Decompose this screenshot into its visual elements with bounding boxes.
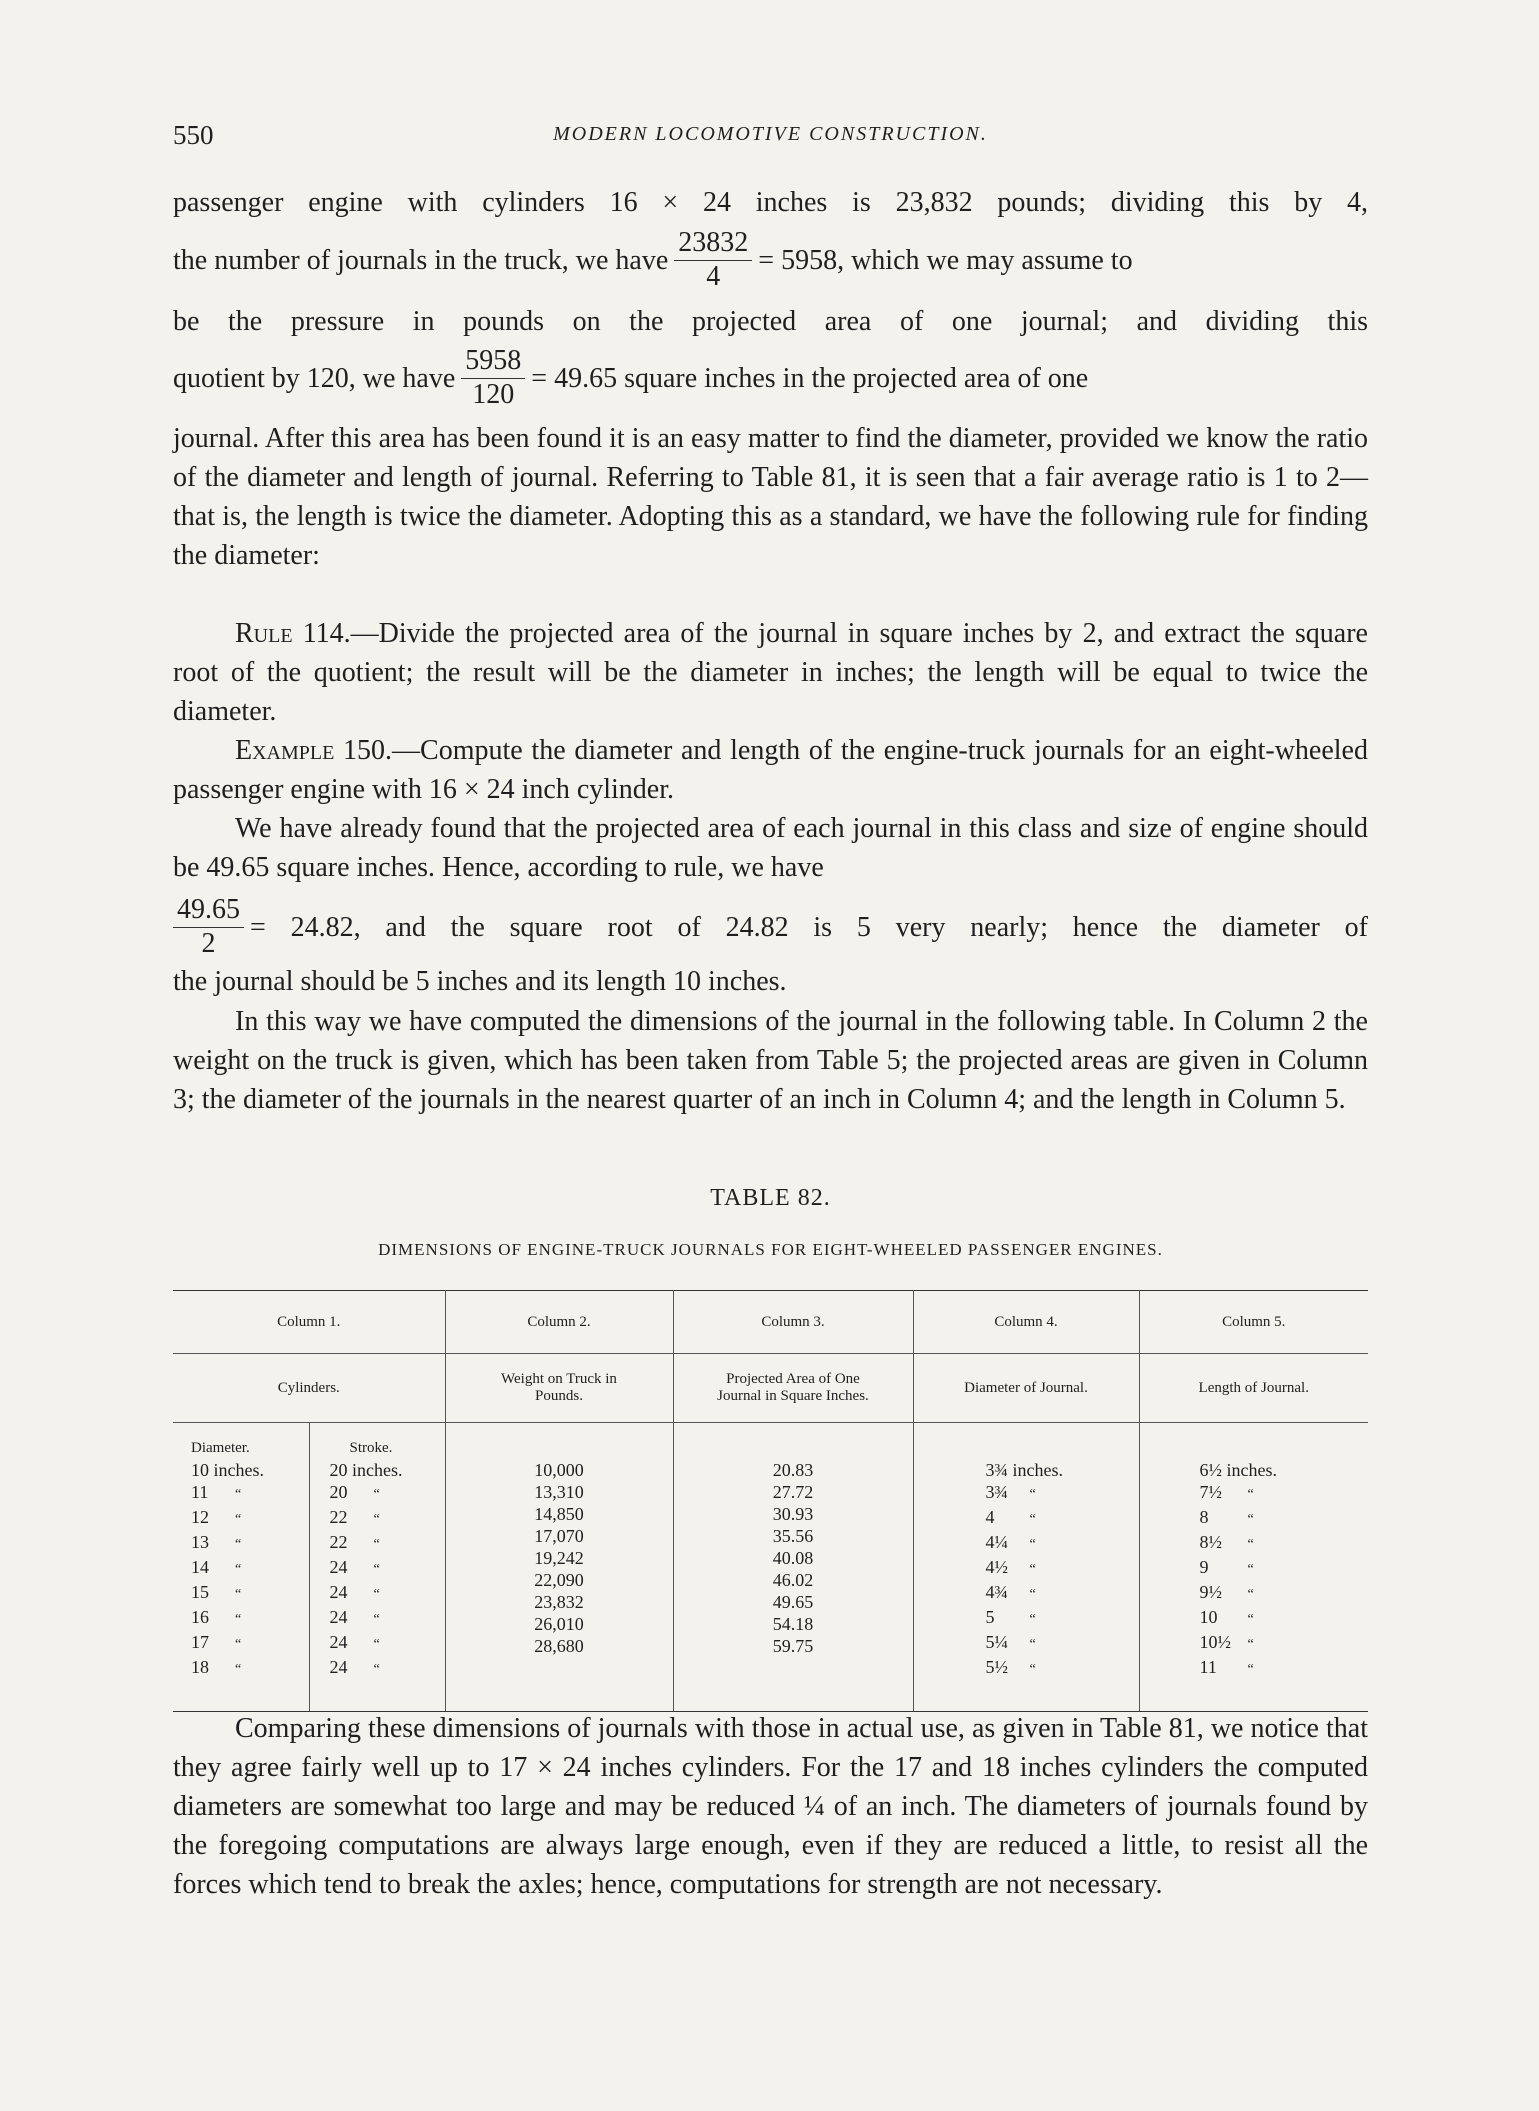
- journal-length-value: 6½ inches.: [1199, 1460, 1277, 1480]
- para1-line2-before: the number of journals in the truck, we have: [173, 244, 669, 276]
- cylinder-diameter-value: 11: [191, 1482, 209, 1502]
- ditto-mark: “: [373, 1637, 380, 1652]
- para1-line2-after: = 5958, which we may assume to: [758, 244, 1133, 276]
- weight-value: 22,090: [534, 1570, 584, 1590]
- weight-values: [447, 1459, 672, 1657]
- cylinder-diameter-values: [191, 1459, 308, 1681]
- rule-label: Rule: [235, 618, 293, 649]
- journal-diameter-cell: [986, 1656, 1138, 1681]
- weight-cell: [447, 1481, 672, 1503]
- ditto-mark: “: [373, 1587, 380, 1602]
- length-header: Length of Journal.: [1139, 1354, 1368, 1423]
- stroke-cell: [330, 1459, 444, 1481]
- ditto-mark: “: [235, 1587, 242, 1602]
- ditto-mark: “: [1247, 1612, 1254, 1627]
- journal-length-cell: [1200, 1506, 1368, 1531]
- ditto-mark: “: [373, 1662, 380, 1677]
- stroke-cell: [330, 1606, 444, 1631]
- para1-line2: [173, 225, 1368, 295]
- sub-header-stroke: Stroke.: [349, 1440, 393, 1456]
- stroke-value: 20 inches.: [329, 1460, 403, 1480]
- column-1-header: Column 1.: [173, 1291, 445, 1354]
- fraction-23832-over-4: [674, 229, 752, 291]
- cylinder-diameter-value: 13: [191, 1532, 209, 1552]
- area-value: 40.08: [772, 1548, 814, 1568]
- ditto-mark: “: [373, 1537, 380, 1552]
- cylinder-diameter-value: 16: [191, 1607, 209, 1627]
- cylinder-diameter-column: [173, 1423, 309, 1712]
- cylinder-diameter-cell: [191, 1556, 308, 1581]
- para5: Comparing these dimensions of journals with those in actual use, as given in Table 81, we notice that they agree fairly well up to 17 × 24 inches cylinders. For the 17 and 18 inches cylinders the computed diameters are somewhat too large and may be reduced ¼ of an inch. The diameters of journals found by the foregoing computations are always large enough, even if they are reduced a little, to resist all the forces which tend to break the axles; hence, computations for strength are not necessary.: [173, 1713, 1368, 1900]
- stroke-value: 24: [329, 1582, 348, 1602]
- page-header: [173, 120, 1368, 160]
- stroke-cell: [330, 1556, 444, 1581]
- journal-length-value: 10½: [1199, 1632, 1231, 1652]
- weight-cell: [447, 1459, 672, 1481]
- area-cell: [675, 1613, 912, 1635]
- area-cell: [675, 1591, 912, 1613]
- fraction-denominator: 120: [461, 378, 525, 409]
- journal-length-value: 7½: [1199, 1482, 1222, 1502]
- weight-cell: [447, 1613, 672, 1635]
- stroke-cell: [330, 1581, 444, 1606]
- journal-length-cell: [1200, 1656, 1368, 1681]
- stroke-value: 20: [329, 1482, 348, 1502]
- cylinder-diameter-cell: [191, 1506, 308, 1531]
- ditto-mark: “: [235, 1512, 242, 1527]
- ditto-mark: “: [1029, 1612, 1036, 1627]
- ditto-mark: “: [235, 1662, 242, 1677]
- journal-length-value: 10: [1199, 1607, 1218, 1627]
- ditto-mark: “: [235, 1612, 242, 1627]
- journal-diameter-value: 4¾: [985, 1582, 1008, 1602]
- journal-length-value: 9½: [1199, 1582, 1222, 1602]
- para1-line1: passenger engine with cylinders 16 × 24 inches is 23,832 pounds; dividing this by 4,: [173, 187, 1368, 218]
- cylinder-diameter-value: 17: [191, 1632, 209, 1652]
- rule-114: [173, 614, 1368, 731]
- ditto-mark: “: [1029, 1562, 1036, 1577]
- weight-column: [445, 1423, 673, 1712]
- diameter-header: Diameter of Journal.: [913, 1354, 1139, 1423]
- ditto-mark: “: [1247, 1587, 1254, 1602]
- column-title-row: [173, 1354, 1368, 1423]
- area-cell: [675, 1525, 912, 1547]
- example-label: Example: [235, 735, 335, 766]
- weight-cell: [447, 1591, 672, 1613]
- weight-cell: [447, 1547, 672, 1569]
- cylinder-diameter-cell: [191, 1531, 308, 1556]
- area-cell: [675, 1481, 912, 1503]
- cylinder-diameter-value: 14: [191, 1557, 209, 1577]
- ditto-mark: “: [1029, 1662, 1036, 1677]
- area-cell: [675, 1503, 912, 1525]
- ditto-mark: “: [373, 1512, 380, 1527]
- area-value: 49.65: [772, 1592, 814, 1612]
- weight-header: Weight on Truck in Pounds.: [445, 1354, 673, 1423]
- weight-cell: [447, 1635, 672, 1657]
- journal-diameter-cell: [986, 1556, 1138, 1581]
- journal-length-cell: [1200, 1631, 1368, 1656]
- journal-diameter-value: 4: [985, 1507, 995, 1527]
- weight-cell: [447, 1569, 672, 1591]
- ditto-mark: “: [373, 1487, 380, 1502]
- fraction-numerator: 5958: [465, 345, 522, 376]
- journal-length-cell: [1200, 1481, 1368, 1506]
- journal-diameter-value: 3¾: [985, 1482, 1008, 1502]
- journal-diameter-values: [986, 1459, 1138, 1681]
- stroke-cell: [330, 1531, 444, 1556]
- stroke-values: [330, 1459, 444, 1681]
- para3-after-fraction: = 24.82, and the square root of 24.82 is 5 very nearly; hence the diameter of: [250, 911, 1368, 943]
- area-value: 30.93: [772, 1504, 814, 1524]
- area-column: [673, 1423, 913, 1712]
- weight-value: 10,000: [534, 1460, 584, 1480]
- para1-line4-before: quotient by 120, we have: [173, 362, 456, 394]
- ditto-mark: “: [1247, 1562, 1254, 1577]
- stroke-value: 22: [329, 1532, 348, 1552]
- stroke-value: 22: [329, 1507, 348, 1527]
- area-values: [675, 1459, 912, 1657]
- ditto-mark: “: [1247, 1637, 1254, 1652]
- running-title: MODERN LOCOMOTIVE CONSTRUCTION.: [553, 123, 988, 145]
- weight-cell: [447, 1525, 672, 1547]
- weight-value: 28,680: [534, 1636, 584, 1656]
- journal-length-cell: [1200, 1531, 1368, 1556]
- stroke-cell: [330, 1481, 444, 1506]
- fraction-numerator: 49.65: [177, 894, 240, 925]
- para4: In this way we have computed the dimensions of the journal in the following table. In Column 2 the weight on the truck is given, which has been taken from Table 5; the projected areas are given in Column 3; the diameter of the journals in the nearest quarter of an inch in Column 4; and the length in Column 5.: [173, 1006, 1368, 1115]
- journal-diameter-value: 4½: [985, 1557, 1008, 1577]
- cylinder-diameter-cell: [191, 1481, 308, 1506]
- journals-table: [173, 1290, 1368, 1712]
- area-header: Projected Area of One Journal in Square Inches.: [673, 1354, 913, 1423]
- cylinder-diameter-value: 10 inches.: [191, 1460, 264, 1480]
- table-title: TABLE 82.: [710, 1185, 831, 1211]
- column-number-row: [173, 1291, 1368, 1354]
- cylinder-diameter-value: 18: [191, 1657, 209, 1677]
- journal-diameter-value: 5¼: [985, 1632, 1008, 1652]
- weight-value: 26,010: [534, 1614, 584, 1634]
- ditto-mark: “: [1247, 1537, 1254, 1552]
- area-value: 46.02: [772, 1570, 814, 1590]
- journal-length-values: [1200, 1459, 1368, 1681]
- area-cell: [675, 1547, 912, 1569]
- journal-diameter-cell: [986, 1581, 1138, 1606]
- weight-cell: [447, 1503, 672, 1525]
- ditto-mark: “: [1029, 1587, 1036, 1602]
- cylinder-diameter-cell: [191, 1606, 308, 1631]
- para1-line4: [173, 343, 1368, 413]
- weight-value: 23,832: [534, 1592, 584, 1612]
- page-number: 550: [173, 120, 214, 150]
- stroke-column: [309, 1423, 445, 1712]
- stroke-value: 24: [329, 1657, 348, 1677]
- weight-value: 17,070: [534, 1526, 584, 1546]
- area-cell: [675, 1635, 912, 1657]
- column-2-header: Column 2.: [445, 1291, 673, 1354]
- stroke-cell: [330, 1631, 444, 1656]
- weight-value: 14,850: [534, 1504, 584, 1524]
- table-body-row: [173, 1423, 1368, 1712]
- journal-length-value: 8: [1199, 1507, 1209, 1527]
- example-text: 150.—Compute the diameter and length of the engine-truck journals for an eight-wheeled passenger engine with 16 × 24 inch cylinder.: [173, 735, 1368, 805]
- ditto-mark: “: [235, 1637, 242, 1652]
- fraction-denominator: 4: [674, 260, 752, 291]
- column-5-header: Column 5.: [1139, 1291, 1368, 1354]
- weight-value: 13,310: [534, 1482, 584, 1502]
- cylinder-diameter-value: 12: [191, 1507, 209, 1527]
- journal-diameter-column: [913, 1423, 1139, 1712]
- journal-length-value: 11: [1199, 1657, 1217, 1677]
- area-cell: [675, 1459, 912, 1481]
- rule-text: 114.—Divide the projected area of the journal in square inches by 2, and extract the square root of the quotient; the result will be the diameter in inches; the length will be equal to twice the diameter.: [173, 618, 1368, 727]
- ditto-mark: “: [1247, 1487, 1254, 1502]
- weight-value: 19,242: [534, 1548, 584, 1568]
- ditto-mark: “: [1247, 1662, 1254, 1677]
- para1-continued: journal. After this area has been found it is an easy matter to find the diameter, provided we know the ratio of the diameter and length of journal. Referring to Table 81, it is seen that a fair average ratio is 1 to 2—that is, the length is twice the diameter. Adopting this as a standard, we have the following rule for finding the diameter:: [173, 423, 1368, 571]
- journal-diameter-cell: [986, 1631, 1138, 1656]
- stroke-value: 24: [329, 1557, 348, 1577]
- ditto-mark: “: [1029, 1637, 1036, 1652]
- para3-fraction-line: [173, 892, 1368, 962]
- ditto-mark: “: [1029, 1537, 1036, 1552]
- cylinder-diameter-cell: [191, 1459, 308, 1481]
- stroke-cell: [330, 1656, 444, 1681]
- para3: We have already found that the projected area of each journal in this class and size of engine should be 49.65 square inches. Hence, according to rule, we have: [173, 813, 1368, 883]
- para1-line4-after: = 49.65 square inches in the projected area of one: [531, 362, 1089, 394]
- column-4-header: Column 4.: [913, 1291, 1139, 1354]
- area-value: 59.75: [772, 1636, 814, 1656]
- fraction-numerator: 23832: [678, 227, 749, 258]
- stroke-value: 24: [329, 1632, 348, 1652]
- example-150: [173, 731, 1368, 809]
- area-value: 20.83: [772, 1460, 814, 1480]
- journal-diameter-value: 3¾ inches.: [985, 1460, 1063, 1480]
- ditto-mark: “: [235, 1537, 242, 1552]
- journal-diameter-cell: [986, 1459, 1138, 1481]
- sub-header-diameter: Diameter.: [191, 1440, 250, 1456]
- cylinder-diameter-cell: [191, 1656, 308, 1681]
- journal-length-cell: [1200, 1459, 1368, 1481]
- ditto-mark: “: [235, 1487, 242, 1502]
- journal-length-cell: [1200, 1556, 1368, 1581]
- journal-length-value: 8½: [1199, 1532, 1222, 1552]
- cylinder-diameter-cell: [191, 1631, 308, 1656]
- journal-length-column: [1139, 1423, 1368, 1712]
- cylinders-header: Cylinders.: [173, 1354, 445, 1423]
- para1-line3: be the pressure in pounds on the projected area of one journal; and dividing this: [173, 306, 1368, 337]
- journal-length-cell: [1200, 1606, 1368, 1631]
- stroke-value: 24: [329, 1607, 348, 1627]
- column-3-header: Column 3.: [673, 1291, 913, 1354]
- journal-diameter-cell: [986, 1606, 1138, 1631]
- ditto-mark: “: [1247, 1512, 1254, 1527]
- journal-diameter-value: 5: [985, 1607, 995, 1627]
- journal-diameter-cell: [986, 1531, 1138, 1556]
- para3-last-line: the journal should be 5 inches and its length 10 inches.: [173, 966, 787, 997]
- journal-diameter-cell: [986, 1506, 1138, 1531]
- journal-diameter-cell: [986, 1481, 1138, 1506]
- table-caption: DIMENSIONS OF ENGINE-TRUCK JOURNALS FOR EIGHT-WHEELED PASSENGER ENGINES.: [378, 1240, 1163, 1259]
- fraction-denominator: 2: [173, 927, 244, 958]
- ditto-mark: “: [1029, 1487, 1036, 1502]
- area-value: 54.18: [772, 1614, 814, 1634]
- ditto-mark: “: [373, 1562, 380, 1577]
- journal-diameter-value: 4¼: [985, 1532, 1008, 1552]
- fraction-49-65-over-2: [173, 896, 244, 958]
- stroke-cell: [330, 1506, 444, 1531]
- journal-length-value: 9: [1199, 1557, 1209, 1577]
- ditto-mark: “: [235, 1562, 242, 1577]
- fraction-5958-over-120: [461, 347, 525, 409]
- area-value: 35.56: [772, 1526, 814, 1546]
- area-cell: [675, 1569, 912, 1591]
- cylinder-diameter-cell: [191, 1581, 308, 1606]
- area-value: 27.72: [772, 1482, 814, 1502]
- cylinder-diameter-value: 15: [191, 1582, 209, 1602]
- journal-length-cell: [1200, 1581, 1368, 1606]
- journal-diameter-value: 5½: [985, 1657, 1008, 1677]
- ditto-mark: “: [373, 1612, 380, 1627]
- ditto-mark: “: [1029, 1512, 1036, 1527]
